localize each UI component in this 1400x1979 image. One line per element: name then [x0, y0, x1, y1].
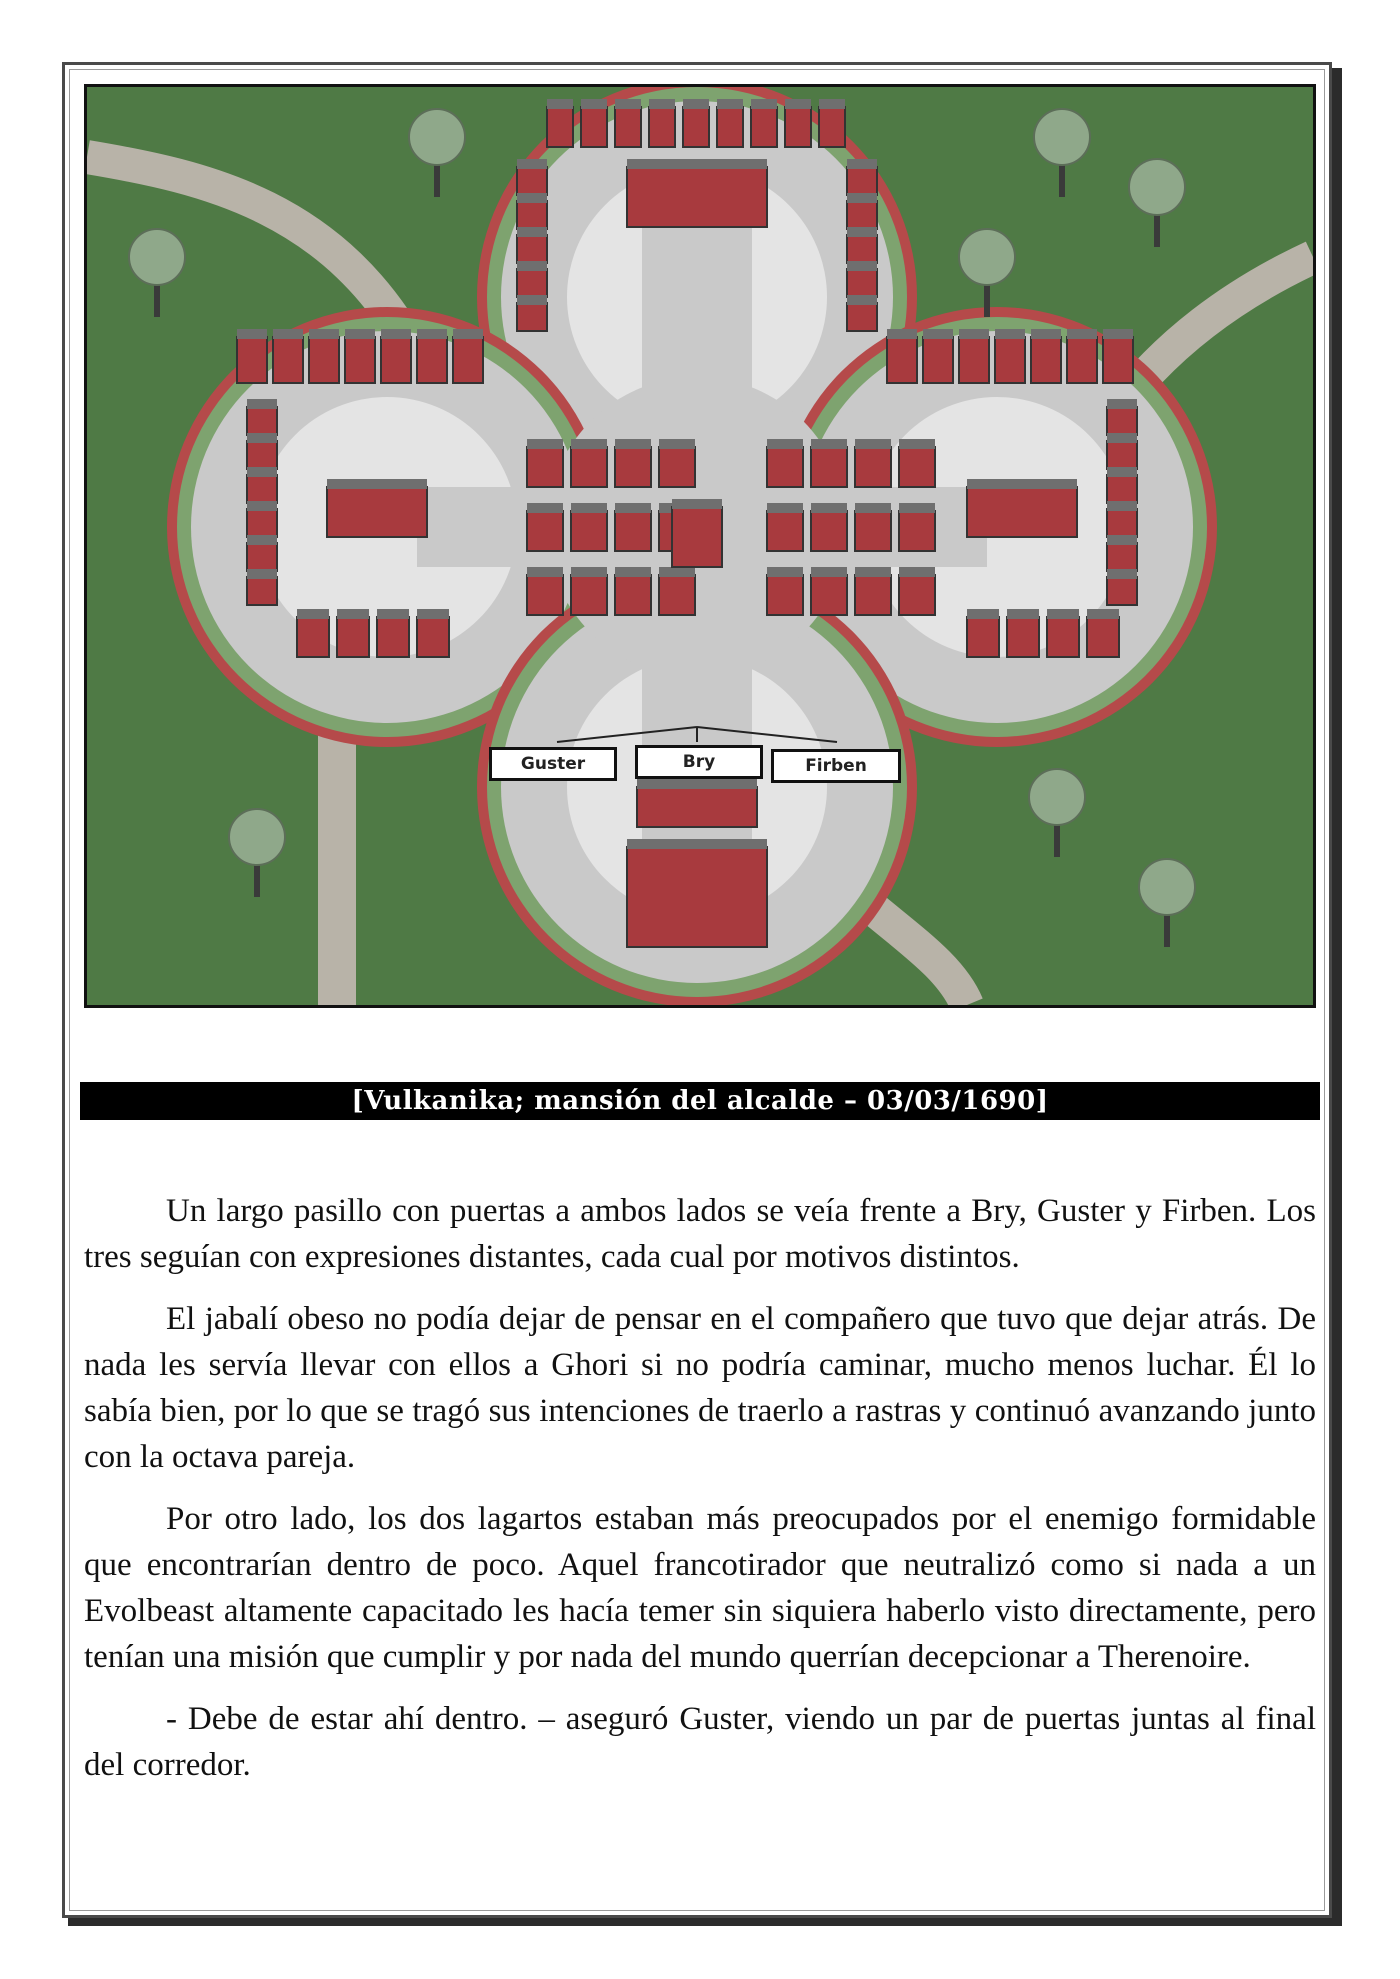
building-roof	[1067, 329, 1097, 339]
building-roof	[571, 503, 607, 513]
building	[615, 447, 651, 487]
building	[855, 511, 891, 551]
building	[1087, 617, 1119, 657]
building-roof	[855, 503, 891, 513]
building	[571, 447, 607, 487]
building-roof	[847, 159, 877, 169]
building	[517, 167, 547, 195]
tree-icon	[959, 229, 1015, 285]
building-roof	[453, 329, 483, 339]
building-roof	[751, 99, 777, 109]
building-roof	[381, 329, 411, 339]
building-roof	[247, 501, 277, 511]
building-roof	[811, 567, 847, 577]
building	[785, 107, 811, 147]
building	[247, 577, 277, 605]
building	[887, 337, 917, 383]
building	[527, 575, 563, 615]
building	[377, 617, 409, 657]
building	[649, 107, 675, 147]
building	[247, 475, 277, 503]
building	[247, 509, 277, 537]
building-roof	[571, 439, 607, 449]
tree-icon	[1034, 109, 1090, 165]
building	[847, 201, 877, 229]
building	[1107, 441, 1137, 469]
building-roof	[1107, 501, 1137, 511]
building	[547, 107, 573, 147]
town-map-drawing	[87, 87, 1313, 1005]
building-roof	[327, 479, 427, 489]
building	[627, 167, 767, 227]
building	[717, 107, 743, 147]
tree-icon	[229, 809, 285, 865]
building-roof	[581, 99, 607, 109]
building-roof	[1107, 535, 1137, 545]
paragraph: Por otro lado, los dos lagartos estaban más preocupados por el enemigo formidable que encontrarían dentro de poco. Aquel francotirador que neutralizó como si nada a un Evolbeast altamente capacitado les hacía temer sin siquiera haberlo visto directamente, pero tenían una misión que cumplir y por nada del mundo querrían decepcionar a Therenoire.	[84, 1501, 1316, 1675]
building-roof	[767, 567, 803, 577]
building	[273, 337, 303, 383]
building	[847, 235, 877, 263]
building-roof	[517, 159, 547, 169]
building-roof	[571, 567, 607, 577]
building-roof	[995, 329, 1025, 339]
building	[627, 847, 767, 947]
building	[1047, 617, 1079, 657]
paragraph: - Debe de estar ahí dentro. – aseguró Guster, viendo un par de puertas juntas al final del corredor.	[84, 1701, 1316, 1783]
building	[847, 303, 877, 331]
tree-icon	[1129, 159, 1185, 215]
building	[615, 575, 651, 615]
building-roof	[377, 609, 409, 619]
building-roof	[1007, 609, 1039, 619]
building	[659, 447, 695, 487]
building-roof	[767, 439, 803, 449]
building	[751, 107, 777, 147]
building-roof	[1103, 329, 1133, 339]
building-roof	[967, 609, 999, 619]
building	[1067, 337, 1097, 383]
building	[1007, 617, 1039, 657]
building-roof	[247, 535, 277, 545]
building	[855, 575, 891, 615]
building-roof	[923, 329, 953, 339]
building	[615, 107, 641, 147]
building	[1107, 475, 1137, 503]
building	[995, 337, 1025, 383]
building	[247, 543, 277, 571]
building-roof	[517, 295, 547, 305]
building-roof	[659, 567, 695, 577]
building-roof	[417, 329, 447, 339]
building-roof	[847, 295, 877, 305]
building-roof	[683, 99, 709, 109]
building	[855, 447, 891, 487]
building-roof	[1107, 399, 1137, 409]
building-roof	[811, 503, 847, 513]
story-body	[84, 1188, 1316, 1804]
town-map-illustration	[84, 84, 1316, 1008]
building-roof	[273, 329, 303, 339]
building	[417, 337, 447, 383]
building	[811, 447, 847, 487]
building	[527, 447, 563, 487]
tree-icon	[129, 229, 185, 285]
building	[1031, 337, 1061, 383]
building	[672, 507, 722, 567]
building-roof	[237, 329, 267, 339]
building	[967, 617, 999, 657]
tree-icon	[1139, 859, 1195, 915]
building	[327, 487, 427, 537]
building-roof	[517, 193, 547, 203]
building	[571, 511, 607, 551]
building	[1107, 407, 1137, 435]
building	[345, 337, 375, 383]
building-roof	[1031, 329, 1061, 339]
building-roof	[527, 567, 563, 577]
building	[767, 447, 803, 487]
building-roof	[247, 467, 277, 477]
building-roof	[649, 99, 675, 109]
building-roof	[1087, 609, 1119, 619]
map-label-guster: Guster	[489, 747, 617, 781]
building-roof	[615, 439, 651, 449]
building-roof	[615, 503, 651, 513]
building-roof	[547, 99, 573, 109]
paragraph: Un largo pasillo con puertas a ambos lados se veía frente a Bry, Guster y Firben. Los tres seguían con expresiones distantes, cada cual por motivos distintos.	[84, 1193, 1316, 1275]
building-roof	[659, 439, 695, 449]
building	[811, 575, 847, 615]
building	[847, 167, 877, 195]
building-roof	[615, 99, 641, 109]
building	[517, 303, 547, 331]
building-roof	[345, 329, 375, 339]
building	[659, 575, 695, 615]
building	[453, 337, 483, 383]
building-roof	[1047, 609, 1079, 619]
building	[1107, 509, 1137, 537]
building	[297, 617, 329, 657]
building-roof	[717, 99, 743, 109]
building	[615, 511, 651, 551]
scene-header-banner: [Vulkanika; mansión del alcalde – 03/03/1690]	[80, 1082, 1320, 1120]
building	[417, 617, 449, 657]
building-roof	[517, 261, 547, 271]
building-roof	[847, 227, 877, 237]
building-roof	[337, 609, 369, 619]
building-roof	[1107, 433, 1137, 443]
building	[571, 575, 607, 615]
building	[899, 575, 935, 615]
building	[247, 407, 277, 435]
building-roof	[417, 609, 449, 619]
building	[847, 269, 877, 297]
building	[247, 441, 277, 469]
building-roof	[767, 503, 803, 513]
building	[899, 447, 935, 487]
building	[517, 235, 547, 263]
tree-icon	[409, 109, 465, 165]
building	[967, 487, 1077, 537]
building	[811, 511, 847, 551]
building-roof	[855, 439, 891, 449]
building	[923, 337, 953, 383]
building-roof	[959, 329, 989, 339]
building-roof	[309, 329, 339, 339]
building-roof	[1107, 569, 1137, 579]
building	[767, 575, 803, 615]
building	[683, 107, 709, 147]
building-roof	[899, 503, 935, 513]
building	[517, 269, 547, 297]
building-roof	[527, 439, 563, 449]
building	[581, 107, 607, 147]
building-roof	[627, 159, 767, 169]
building	[1107, 543, 1137, 571]
building	[767, 511, 803, 551]
building	[527, 511, 563, 551]
building-roof	[899, 567, 935, 577]
building-roof	[887, 329, 917, 339]
building	[337, 617, 369, 657]
building	[637, 787, 757, 827]
building	[237, 337, 267, 383]
paragraph: El jabalí obeso no podía dejar de pensar en el compañero que tuvo que dejar atrás. De nada les servía llevar con ellos a Ghori si no podría caminar, mucho menos luchar. Él lo sabía bien, por lo que se tragó sus intenciones de traerlo a rastras y continuó avanzando junto con la octava pareja.	[84, 1301, 1316, 1475]
building-roof	[247, 569, 277, 579]
building	[959, 337, 989, 383]
building	[309, 337, 339, 383]
building-roof	[247, 433, 277, 443]
building-roof	[627, 839, 767, 849]
building-roof	[517, 227, 547, 237]
building-roof	[899, 439, 935, 449]
tree-icon	[1029, 769, 1085, 825]
building	[1103, 337, 1133, 383]
building-roof	[247, 399, 277, 409]
map-label-bry: Bry	[635, 745, 763, 779]
building	[899, 511, 935, 551]
building-roof	[967, 479, 1077, 489]
building-roof	[819, 99, 845, 109]
building	[1107, 577, 1137, 605]
building-roof	[847, 261, 877, 271]
building-roof	[297, 609, 329, 619]
building-roof	[1107, 467, 1137, 477]
building	[381, 337, 411, 383]
building-roof	[847, 193, 877, 203]
building-roof	[855, 567, 891, 577]
building-roof	[615, 567, 651, 577]
building-roof	[811, 439, 847, 449]
map-label-firben: Firben	[771, 749, 901, 783]
building	[819, 107, 845, 147]
building-roof	[637, 779, 757, 789]
building-roof	[527, 503, 563, 513]
building	[517, 201, 547, 229]
building-roof	[672, 499, 722, 509]
building-roof	[785, 99, 811, 109]
